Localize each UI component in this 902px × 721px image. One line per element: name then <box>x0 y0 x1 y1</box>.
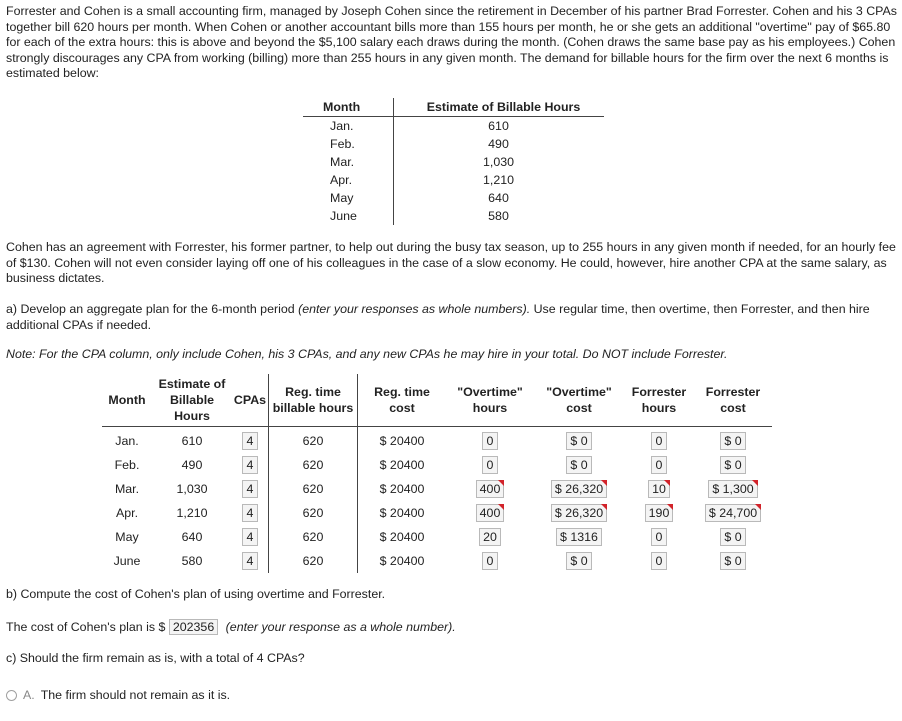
demand-hours: 1,210 <box>482 173 514 187</box>
option-a-letter: A. <box>23 688 35 702</box>
plan-header-ot-hours: "Overtime" hours <box>446 374 534 427</box>
demand-row <box>303 189 604 207</box>
plan-row <box>102 453 772 477</box>
demand-row <box>303 153 604 171</box>
part-b-question: b) Compute the cost of Cohen's plan of using overtime and Forrester. <box>6 587 386 601</box>
plan-ot-hours-answer-field[interactable]: 0 <box>482 432 498 450</box>
plan-ot-cost-answer-field[interactable]: $ 26,320 <box>551 504 607 522</box>
plan-month: Jan. <box>115 434 139 448</box>
plan-month: June <box>113 554 141 568</box>
plan-month: Feb. <box>114 458 140 472</box>
plan-cpas-answer-field[interactable]: 4 <box>242 528 258 546</box>
demand-month: Jan. <box>303 117 393 136</box>
plan-f-hours-answer-field[interactable]: 0 <box>651 432 667 450</box>
plan-row <box>102 501 772 525</box>
part-a-hint: (enter your responses as whole numbers). <box>298 302 531 316</box>
plan-header-forrester-cost: Forrester cost <box>694 374 772 427</box>
demand-table <box>303 98 604 225</box>
part-a-text: a) Develop an aggregate plan for the 6-month period <box>6 302 299 316</box>
plan-f-cost-answer-field[interactable]: $ 24,700 <box>705 504 761 522</box>
cpa-note: Note: For the CPA column, only include Cohen, his 3 CPAs, and any new CPAs he may hire in your total. Do NOT include Forrester. <box>6 347 728 361</box>
plan-reg-hours: 620 <box>269 501 358 525</box>
option-a[interactable] <box>6 688 230 702</box>
plan-header-cpas: CPAs <box>232 374 269 427</box>
plan-header-ot-cost: "Overtime" cost <box>534 374 624 427</box>
plan-row <box>102 427 772 454</box>
plan-f-cost-answer-field[interactable]: $ 0 <box>720 552 745 570</box>
plan-reg-cost: $ 20400 <box>379 482 425 496</box>
plan-f-hours-answer-field[interactable]: 0 <box>651 456 667 474</box>
plan-estimate: 610 <box>181 434 203 448</box>
demand-row <box>303 171 604 189</box>
plan-estimate: 580 <box>181 554 203 568</box>
plan-month: Apr. <box>115 506 139 520</box>
plan-month: May <box>115 530 139 544</box>
plan-ot-hours-answer-field[interactable]: 0 <box>482 552 498 570</box>
plan-ot-cost-answer-field[interactable]: $ 1316 <box>556 528 602 546</box>
demand-row <box>303 207 604 225</box>
demand-hours: 580 <box>488 209 509 223</box>
part-b-answer-line <box>6 619 898 636</box>
total-cost-answer-field[interactable]: 202356 <box>169 619 218 635</box>
part-a-text-after: Use regular time, then overtime, then Forrester, and then hire additional CPAs if needed. <box>6 302 870 332</box>
plan-ot-cost-answer-field[interactable]: $ 0 <box>566 456 591 474</box>
plan-cpas-answer-field[interactable]: 4 <box>242 432 258 450</box>
demand-hours: 610 <box>488 119 509 133</box>
plan-reg-hours: 620 <box>269 477 358 501</box>
plan-ot-cost-answer-field[interactable]: $ 0 <box>566 552 591 570</box>
demand-hours: 490 <box>488 137 509 151</box>
intro-paragraph: Forrester and Cohen is a small accounting firm, managed by Joseph Cohen since the retirement in December of his partner Brad Forrester. Cohen and his 3 CPAs together bill 620 hours per month. When Cohen or another accountant bills more than 155 hours per month, he or she gets an additional "overtime" pay of $65.80 for each of the extra hours: this is above and beyond the $5,100 salary each draws during the month. (Cohen draws the same base pay as his employees.) Cohen strongly discourages any CPA from working (billing) more than 255 hours in any given month. The demand for billable hours for the firm over the next 6 months is estimated below: <box>6 4 897 81</box>
part-a-instructions <box>6 302 898 333</box>
plan-header-reg-hours: Reg. time billable hours <box>269 374 358 427</box>
plan-ot-hours-answer-field[interactable]: 400 <box>476 480 505 498</box>
plan-reg-cost: $ 20400 <box>379 458 425 472</box>
plan-reg-cost: $ 20400 <box>379 530 425 544</box>
plan-estimate: 640 <box>181 530 203 544</box>
demand-month: June <box>303 207 393 225</box>
plan-ot-cost-answer-field[interactable]: $ 26,320 <box>551 480 607 498</box>
demand-header-estimate: Estimate of Billable Hours <box>393 98 604 117</box>
plan-reg-hours: 620 <box>269 427 358 454</box>
plan-row <box>102 477 772 501</box>
plan-reg-hours: 620 <box>269 549 358 573</box>
plan-f-cost-answer-field[interactable]: $ 1,300 <box>708 480 757 498</box>
plan-ot-hours-answer-field[interactable]: 20 <box>479 528 501 546</box>
plan-reg-cost: $ 20400 <box>379 506 425 520</box>
plan-estimate: 490 <box>181 458 203 472</box>
option-a-radio[interactable] <box>6 690 17 701</box>
demand-hours: 640 <box>488 191 509 205</box>
plan-ot-cost-answer-field[interactable]: $ 0 <box>566 432 591 450</box>
demand-month: Feb. <box>303 135 393 153</box>
agreement-paragraph: Cohen has an agreement with Forrester, his former partner, to help out during the busy tax season, up to 255 hours in any given month if needed, for an hourly fee of $130. Cohen will not even consider laying off one of his colleagues in the case of a slow economy. He could, however, hire another CPA at the same salary, as business dictates. <box>6 240 896 286</box>
demand-row <box>303 135 604 153</box>
plan-ot-hours-answer-field[interactable]: 0 <box>482 456 498 474</box>
demand-header-month: Month <box>303 98 393 117</box>
plan-cpas-answer-field[interactable]: 4 <box>242 552 258 570</box>
part-c-question: c) Should the firm remain as is, with a total of 4 CPAs? <box>6 651 305 665</box>
plan-row <box>102 525 772 549</box>
plan-estimate: 1,210 <box>176 506 208 520</box>
plan-month: Mar. <box>114 482 140 496</box>
demand-hours: 1,030 <box>482 155 514 169</box>
part-b-answer-prefix: The cost of Cohen's plan is $ <box>6 620 166 634</box>
plan-reg-hours: 620 <box>269 525 358 549</box>
plan-estimate: 1,030 <box>176 482 208 496</box>
plan-f-hours-answer-field[interactable]: 190 <box>645 504 674 522</box>
plan-row <box>102 549 772 573</box>
plan-f-cost-answer-field[interactable]: $ 0 <box>720 528 745 546</box>
plan-header-reg-cost: Reg. time cost <box>358 374 447 427</box>
plan-cpas-answer-field[interactable]: 4 <box>242 456 258 474</box>
plan-header-estimate: Estimate of Billable Hours <box>152 374 232 427</box>
demand-month: Mar. <box>303 153 393 171</box>
plan-header-forrester-hours: Forrester hours <box>624 374 694 427</box>
plan-header-month: Month <box>102 374 152 427</box>
plan-f-hours-answer-field[interactable]: 10 <box>648 480 670 498</box>
plan-cpas-answer-field[interactable]: 4 <box>242 480 258 498</box>
option-a-text: The firm should not remain as it is. <box>40 688 231 702</box>
plan-f-cost-answer-field[interactable]: $ 0 <box>720 432 745 450</box>
plan-ot-hours-answer-field[interactable]: 400 <box>476 504 505 522</box>
demand-month: May <box>303 189 393 207</box>
part-b-answer-hint: (enter your response as a whole number). <box>225 620 456 634</box>
demand-month: Apr. <box>303 171 393 189</box>
demand-row <box>303 117 604 136</box>
plan-reg-cost: $ 20400 <box>379 554 425 568</box>
plan-f-hours-answer-field[interactable]: 0 <box>651 552 667 570</box>
plan-f-hours-answer-field[interactable]: 0 <box>651 528 667 546</box>
plan-reg-hours: 620 <box>269 453 358 477</box>
plan-f-cost-answer-field[interactable]: $ 0 <box>720 456 745 474</box>
plan-cpas-answer-field[interactable]: 4 <box>242 504 258 522</box>
aggregate-plan-table <box>102 374 772 573</box>
plan-reg-cost: $ 20400 <box>379 434 425 448</box>
